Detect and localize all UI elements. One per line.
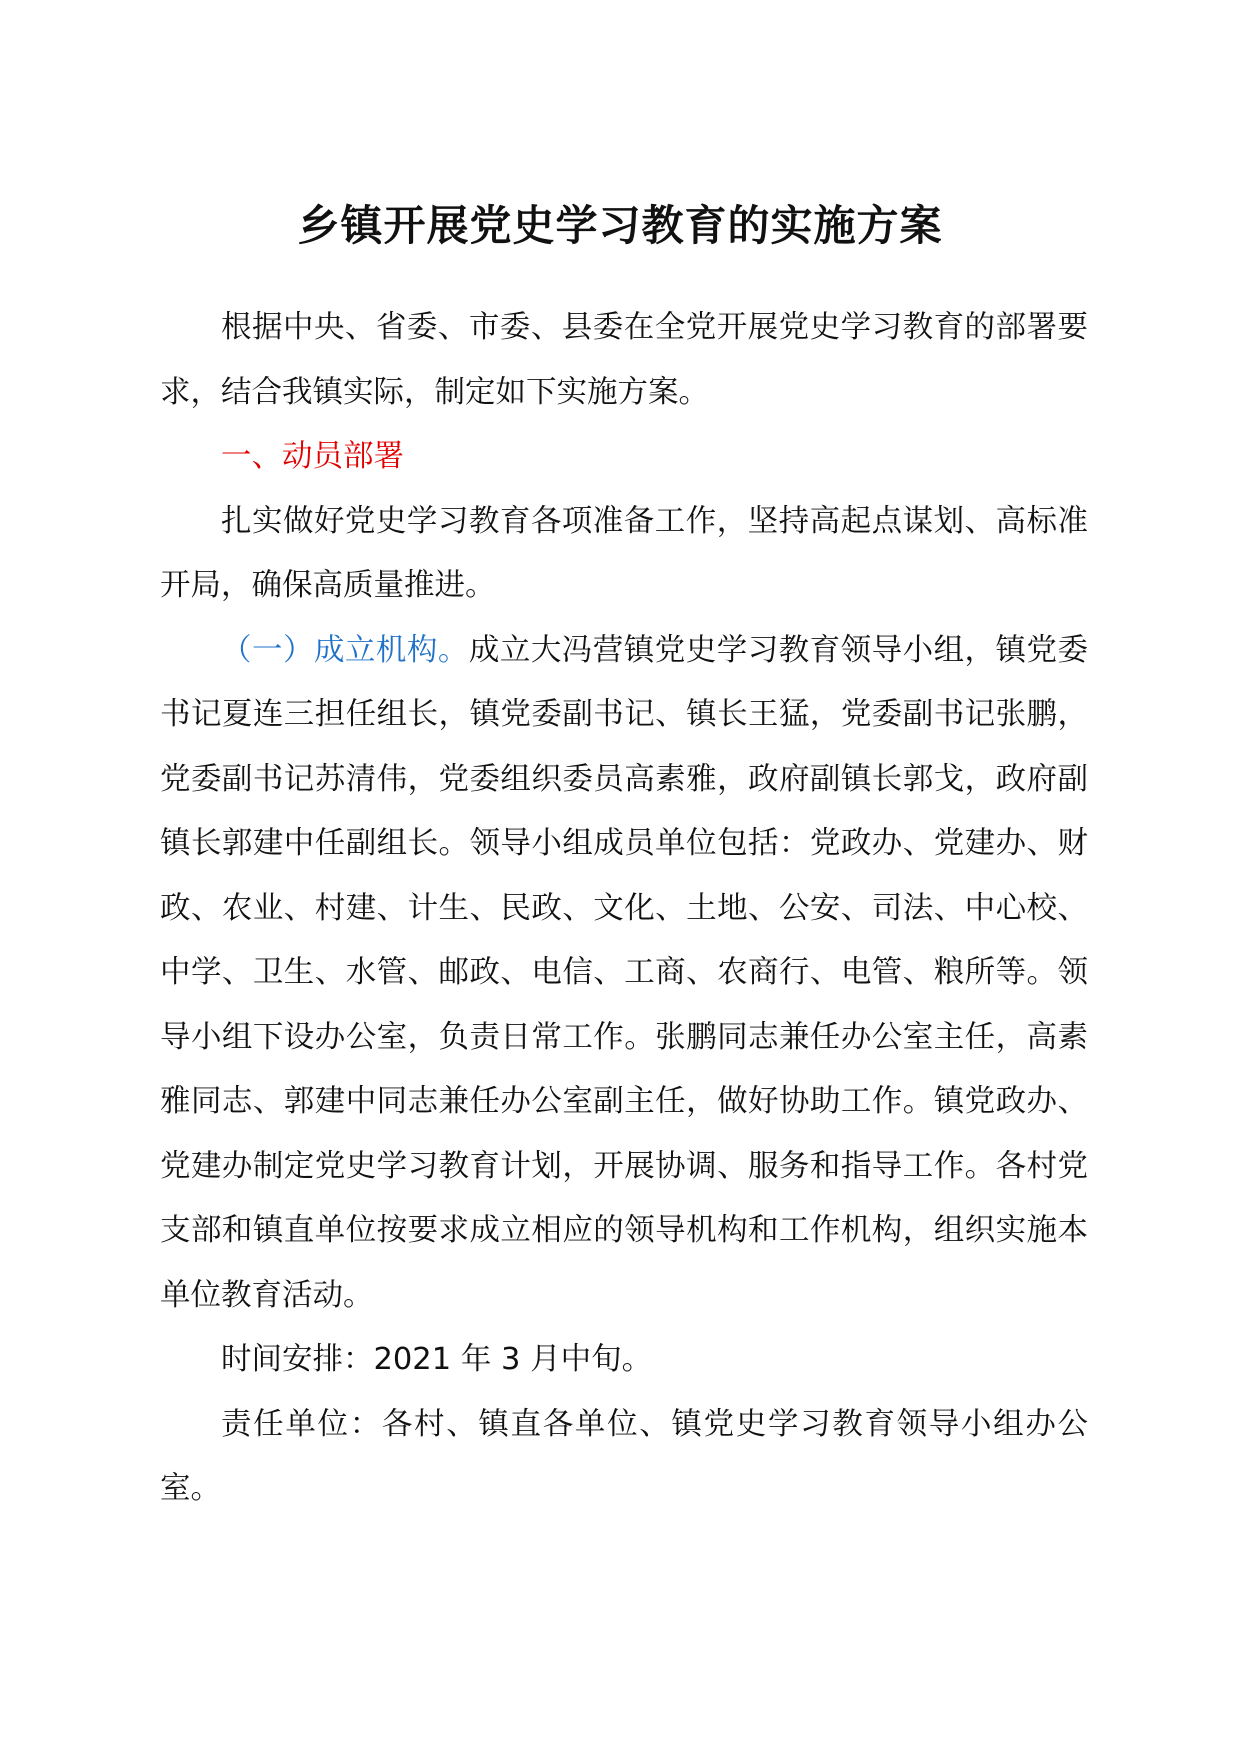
document-body (160, 296, 1088, 1522)
item-paragraph (160, 619, 1088, 1329)
item-lead: （一）成立机构。 (221, 632, 469, 668)
section-heading: 一、动员部署 (221, 439, 404, 474)
responsible-paragraph: 责任单位：各村、镇直各单位、镇党史学习教育领导小组办公室。 (160, 1406, 1088, 1506)
item-text: 成立大冯营镇党史学习教育领导小组，镇党委书记夏连三担任组长，镇党委副书记、镇长王猛，党委副书记张鹏，党委副书记苏清伟，党委组织委员高素雅，政府副镇长郭戈，政府副镇长郭建中任副组长。领导小组成员单位包括：党政办、党建办、财政、农业、村建、计生、民政、文化、土地、公安、司法、中心校、中学、卫生、水管、邮政、电信、工商、农商行、电管、粮所等。领导小组下设办公室，负责日常工作。张鹏同志兼任办公室主任，高素雅同志、郭建中同志兼任办公室副主任，做好协助工作。镇党政办、党建办制定党史学习教育计划，开展协调、服务和指导工作。各村党支部和镇直单位按要求成立相应的领导机构和工作机构，组织实施本单位教育活动。 (160, 632, 1089, 1313)
section-paragraph: 扎实做好党史学习教育各项准备工作，坚持高起点谋划、高标准开局，确保高质量推进。 (160, 503, 1088, 603)
schedule-paragraph: 时间安排：2021 年 3 月中旬。 (221, 1342, 653, 1377)
intro-paragraph: 根据中央、省委、市委、县委在全党开展党史学习教育的部署要求，结合我镇实际，制定如下实施方案。 (160, 310, 1088, 410)
document-title: 乡镇开展党史学习教育的实施方案 (297, 201, 943, 250)
